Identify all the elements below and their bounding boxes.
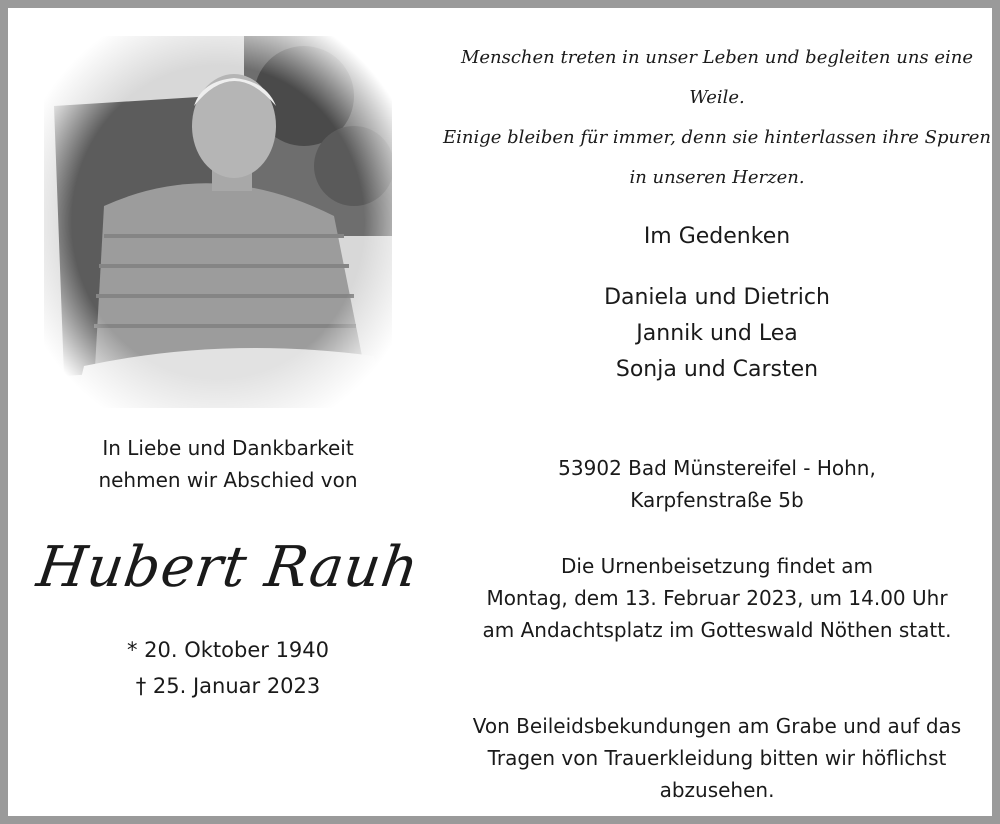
- intro-line: In Liebe und Dankbarkeit: [102, 436, 354, 460]
- family-member: Jannik und Lea: [636, 321, 798, 346]
- note-line: Tragen von Trauerkleidung bitten wir höflichst: [487, 746, 947, 770]
- memorial-heading: Im Gedenken: [643, 224, 791, 249]
- poem-line: Menschen treten in unser Leben und begleiten uns eine Weile.: [460, 47, 974, 108]
- address-line: Karpfenstraße 5b: [630, 488, 804, 512]
- portrait-photo: [44, 36, 392, 408]
- address: [432, 452, 1000, 516]
- condolence-note: [432, 710, 1000, 806]
- service-info: [432, 550, 1000, 646]
- family-member: Sonja und Carsten: [615, 357, 819, 382]
- family-list: [432, 280, 1000, 388]
- death-date: † 25. Januar 2023: [135, 674, 321, 698]
- service-line: Montag, dem 13. Februar 2023, um 14.00 Uhr: [486, 586, 948, 610]
- note-line: Von Beileidsbekundungen am Grabe und auf das: [472, 714, 962, 738]
- intro-text: [28, 432, 428, 496]
- poem-line: Einige bleiben für immer, denn sie hinterlassen ihre Spuren: [443, 127, 991, 148]
- poem: [432, 38, 1000, 198]
- intro-line: nehmen wir Abschied von: [98, 468, 358, 492]
- deceased-name: Hubert Rauh: [33, 535, 424, 600]
- family-member: Daniela und Dietrich: [604, 285, 830, 310]
- life-dates: [28, 632, 428, 704]
- note-line: abzusehen.: [659, 778, 775, 802]
- birth-date: * 20. Oktober 1940: [126, 638, 330, 662]
- service-line: am Andachtsplatz im Gotteswald Nöthen statt.: [482, 618, 952, 642]
- address-line: 53902 Bad Münstereifel - Hohn,: [558, 456, 876, 480]
- poem-line: in unseren Herzen.: [629, 167, 805, 188]
- service-line: Die Urnenbeisetzung findet am: [560, 554, 874, 578]
